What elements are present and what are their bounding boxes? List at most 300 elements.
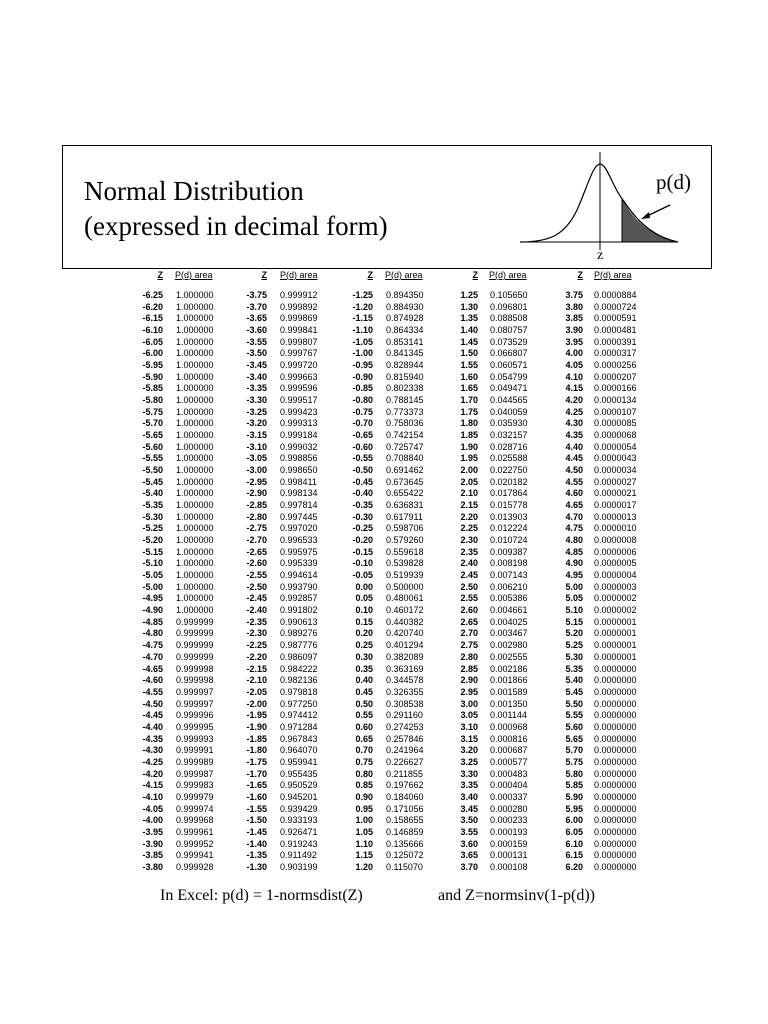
z-value: 6.20 [565,861,583,872]
z-value: 1.05 [355,826,373,837]
p-value: 0.000483 [490,768,528,779]
p-value: 0.999998 [176,675,214,686]
z-value: 1.25 [460,290,478,300]
z-value: -5.00 [142,581,163,592]
z-value: -4.15 [142,780,163,791]
p-value: 0.999767 [280,348,318,359]
z-value: 5.30 [565,651,583,662]
p-value: 0.691462 [386,465,424,476]
z-value: 3.70 [460,861,478,872]
z-value: -3.30 [246,395,267,406]
p-value: 0.001144 [490,710,527,721]
p-value: 0.742154 [386,430,424,441]
z-header: Z [157,270,163,280]
z-value: -4.80 [142,628,163,639]
z-value: 0.65 [355,733,373,744]
z-value: -4.55 [142,686,163,697]
p-value: 0.088508 [490,313,528,324]
p-value: 0.853141 [386,336,424,347]
p-value: 0.911492 [280,850,317,861]
p-value: 0.994614 [280,570,318,581]
p-header: P(d) area [175,270,213,280]
z-value: -1.65 [246,780,267,791]
z-value: 3.15 [460,733,478,744]
z-value: 2.05 [460,476,478,487]
p-value: 0.096801 [490,301,528,312]
excel-formula: In Excel: p(d) = 1-normsdist(Z) [160,887,363,904]
z-value: -3.25 [246,406,267,417]
z-value: 3.55 [460,826,478,837]
p-value: 0.420740 [386,628,424,639]
z-value: 0.60 [355,721,373,732]
z-value: -2.80 [246,511,267,522]
z-value: -5.75 [142,406,163,417]
z-value: 4.75 [565,523,583,534]
z-value: -4.25 [142,756,163,767]
p-value: 0.0000000 [594,733,637,744]
z-value: -6.20 [142,301,163,312]
z-value: 5.80 [565,768,583,779]
z-value: 3.30 [460,768,478,779]
p-value: 0.000816 [490,733,528,744]
z-value: -5.65 [142,430,163,441]
normal-curve-diagram [515,150,685,250]
p-value: 0.0000000 [594,698,637,709]
z-value: -4.70 [142,651,163,662]
p-value: 0.725747 [386,441,424,452]
p-value: 0.001589 [490,686,528,697]
p-value: 0.903199 [280,861,318,872]
z-value: 5.00 [565,581,583,592]
p-value: 1.000000 [176,336,214,347]
z-value: 3.60 [460,838,478,849]
z-value: -3.90 [142,838,163,849]
p-value: 0.0000000 [594,780,637,791]
z-value: -2.75 [246,523,267,534]
p-value: 0.005386 [490,593,528,604]
p-value: 0.171056 [386,803,424,814]
z-value: 2.75 [460,640,478,651]
p-value: 0.802338 [386,383,424,394]
p-value: 0.382089 [386,651,424,662]
z-value: 1.20 [355,861,373,872]
z-value: -5.25 [142,523,163,534]
p-value: 0.0000000 [594,826,637,837]
z-value: 0.25 [355,640,373,651]
z-value: 4.55 [565,476,583,487]
p-value: 0.049471 [490,383,528,394]
z-value: -2.20 [246,651,267,662]
p-value: 0.0000256 [594,360,637,371]
p-value: 0.977250 [280,698,318,709]
p-value: 1.000000 [176,500,214,511]
p-value: 0.022750 [490,465,528,476]
p-value: 0.0000000 [594,803,637,814]
p-value: 0.0000000 [594,710,637,721]
p-value: 0.0000001 [594,616,637,627]
p-value: 1.000000 [176,325,214,336]
title-line-2: (expressed in decimal form) [84,211,388,241]
p-value: 0.002980 [490,640,528,651]
z-value: 1.95 [460,453,478,464]
p-value: 1.000000 [176,348,214,359]
p-value: 0.060571 [490,360,528,371]
z-value: -5.85 [142,383,163,394]
p-value: 0.003467 [490,628,528,639]
p-value: 0.999997 [176,698,214,709]
z-value: 2.15 [460,500,478,511]
p-value: 0.115070 [386,861,423,872]
p-value: 0.0000481 [594,325,637,336]
p-value: 0.945201 [280,791,318,802]
p-value: 0.0000724 [594,301,637,312]
p-value: 0.040059 [490,406,528,417]
z-value: 4.30 [565,418,583,429]
z-value: -3.00 [246,465,267,476]
z-value: 2.95 [460,686,478,697]
p-header: P(d) area [594,270,632,280]
z-value: -0.70 [352,418,373,429]
p-value: 0.974412 [280,710,318,721]
z-value: 5.65 [565,733,583,744]
p-value: 0.308538 [386,698,424,709]
p-value: 1.000000 [176,476,214,487]
p-value: 0.0000000 [594,791,637,802]
p-value: 0.000687 [490,745,528,756]
p-value: 0.999987 [176,768,214,779]
z-value: -1.20 [352,301,373,312]
z-value: 1.85 [460,430,478,441]
z-value: -0.50 [352,465,373,476]
p-value: 0.990613 [280,616,318,627]
z-value: -2.30 [246,628,267,639]
z-value: -4.10 [142,791,163,802]
p-value: 0.035930 [490,418,528,429]
p-value: 0.0000166 [594,383,637,394]
z-header: Z [261,270,267,280]
z-value: 2.55 [460,593,478,604]
z-value: -5.95 [142,360,163,371]
z-value: 1.10 [355,838,373,849]
z-value: -5.05 [142,570,163,581]
z-header: Z [472,270,478,280]
p-value: 0.997445 [280,511,318,522]
p-value: 0.0000008 [594,535,637,546]
z-value: -1.75 [246,756,267,767]
z-value: -5.55 [142,453,163,464]
z-value: -5.50 [142,465,163,476]
p-value: 0.007143 [490,570,528,581]
p-value: 0.135666 [386,838,424,849]
z-value: -1.15 [352,313,373,324]
p-value: 0.950529 [280,780,318,791]
z-value: 3.10 [460,721,478,732]
z-value: 6.15 [565,850,583,861]
z-value: -2.60 [246,558,267,569]
p-value: 0.080757 [490,325,528,336]
z-value: 0.35 [355,663,373,674]
z-value: 2.90 [460,675,478,686]
p-value: 0.0000317 [594,348,637,359]
p-value: 0.010724 [490,535,528,546]
title-line-1: Normal Distribution [84,176,304,206]
z-value: 2.35 [460,546,478,557]
bell-curve [520,164,678,242]
z-value: -2.45 [246,593,267,604]
z-value: 0.75 [355,756,373,767]
z-value: 5.40 [565,675,583,686]
p-value: 0.000108 [490,861,528,872]
z-value: -0.65 [352,430,373,441]
z-value: -1.60 [246,791,267,802]
p-value: 0.008198 [490,558,528,569]
z-value: 2.60 [460,605,478,616]
p-value: 0.344578 [386,675,424,686]
p-value: 0.004661 [490,605,528,616]
p-value: 0.598706 [386,523,424,534]
z-value: 5.25 [565,640,583,651]
p-value: 0.999423 [280,406,318,417]
pd-label: p(d) [656,170,691,194]
z-value: -3.15 [246,430,267,441]
z-value: -3.55 [246,336,267,347]
z-value: -4.05 [142,803,163,814]
p-value: 1.000000 [176,371,214,382]
p-value: 0.480061 [386,593,424,604]
p-value: 0.673645 [386,476,424,487]
z-value: 2.30 [460,535,478,546]
z-value: 0.80 [355,768,373,779]
p-value: 1.000000 [176,301,214,312]
z-value: -3.95 [142,826,163,837]
p-value: 0.971284 [280,721,318,732]
p-value: 0.0000005 [594,558,637,569]
p-value: 0.999941 [176,850,214,861]
p-value: 0.964070 [280,745,318,756]
p-value: 0.000193 [490,826,528,837]
z-value: 0.50 [355,698,373,709]
z-header: Z [577,270,583,280]
p-value: 0.000968 [490,721,528,732]
z-value: -3.05 [246,453,267,464]
z-value: 4.65 [565,500,583,511]
z-value: 4.70 [565,511,583,522]
z-value: 0.85 [355,780,373,791]
p-value: 0.0000002 [594,593,637,604]
p-value: 0.291160 [386,710,423,721]
z-value: -2.05 [246,686,267,697]
p-value: 0.999184 [280,430,318,441]
p-value: 0.979818 [280,686,318,697]
p-value: 0.0000085 [594,418,637,429]
p-value: 0.991802 [280,605,318,616]
z-value: 1.00 [355,815,373,826]
z-value: -6.15 [142,313,163,324]
z-value: -5.10 [142,558,163,569]
z-value: -4.65 [142,663,163,674]
p-value: 0.758036 [386,418,424,429]
z-value: -2.35 [246,616,267,627]
p-value: 0.0000017 [594,500,637,511]
z-value: -5.15 [142,546,163,557]
p-value: 0.999989 [176,756,214,767]
z-value: -0.35 [352,500,373,511]
z-value: 1.90 [460,441,478,452]
z-value: 5.95 [565,803,583,814]
z-value: -0.40 [352,488,373,499]
p-value: 0.998650 [280,465,318,476]
p-value: 1.000000 [176,570,214,581]
z-value: 0.95 [355,803,373,814]
p-value: 0.996533 [280,535,318,546]
z-value: -0.15 [352,546,373,557]
p-value: 0.0000004 [594,570,637,581]
p-value: 0.989276 [280,628,318,639]
p-value: 0.999983 [176,780,214,791]
p-value: 0.997814 [280,500,318,511]
p-value: 0.054799 [490,371,528,382]
z-value: 2.25 [460,523,478,534]
p-value: 0.326355 [386,686,424,697]
p-value: 0.999952 [176,838,214,849]
p-value: 0.987776 [280,640,318,651]
p-value: 0.0000001 [594,640,637,651]
z-value: 3.20 [460,745,478,756]
z-value: 2.20 [460,511,478,522]
z-value: -4.45 [142,710,163,721]
z-value: -1.25 [352,290,373,300]
p-value: 0.999993 [176,733,214,744]
p-value: 1.000000 [176,511,214,522]
z-value: -1.45 [246,826,267,837]
p-value: 0.999517 [280,395,318,406]
z-value: -0.10 [352,558,373,569]
p-value: 0.001866 [490,675,528,686]
z-value: 4.95 [565,570,583,581]
p-value: 0.0000006 [594,546,637,557]
p-value: 0.708840 [386,453,424,464]
p-value: 0.617911 [386,511,423,522]
p-value: 1.000000 [176,581,214,592]
p-value: 0.999663 [280,371,318,382]
p-value: 0.000577 [490,756,528,767]
z-value: 4.45 [565,453,583,464]
p-header: P(d) area [489,270,527,280]
z-value: -2.15 [246,663,267,674]
p-value: 0.146859 [386,826,424,837]
p-value: 0.020182 [490,476,528,487]
p-value: 0.0000391 [594,336,637,347]
p-value: 0.999841 [280,325,318,336]
z-value: 5.20 [565,628,583,639]
z-value: -4.00 [142,815,163,826]
z-value: -0.95 [352,360,373,371]
p-value: 0.998411 [280,476,317,487]
z-value: 1.80 [460,418,478,429]
p-value: 0.999928 [176,861,214,872]
p-value: 0.579260 [386,535,424,546]
z-value: -0.80 [352,395,373,406]
p-value: 1.000000 [176,593,214,604]
z-value: -4.95 [142,593,163,604]
z-value: 3.90 [565,325,583,336]
z-value: 4.40 [565,441,583,452]
p-value: 0.997020 [280,523,318,534]
p-value: 0.0000002 [594,605,637,616]
z-value: 0.70 [355,745,373,756]
p-value: 0.999974 [176,803,214,814]
z-value: -3.40 [246,371,267,382]
p-value: 0.999996 [176,710,214,721]
p-value: 0.073529 [490,336,528,347]
p-value: 0.894350 [386,290,424,300]
z-value: 5.85 [565,780,583,791]
z-value: -5.80 [142,395,163,406]
z-value: -5.70 [142,418,163,429]
z-value: 5.10 [565,605,583,616]
z-value: -4.90 [142,605,163,616]
z-value: -5.20 [142,535,163,546]
p-value: 0.004025 [490,616,528,627]
z-value: -4.60 [142,675,163,686]
p-value: 0.967843 [280,733,318,744]
z-value: 1.60 [460,371,478,382]
z-value: -0.55 [352,453,373,464]
p-value: 0.999998 [176,663,214,674]
p-value: 0.001350 [490,698,528,709]
p-value: 1.000000 [176,313,214,324]
p-value: 0.000159 [490,838,528,849]
z-value: -2.25 [246,640,267,651]
p-value: 1.000000 [176,465,214,476]
p-value: 1.000000 [176,430,214,441]
z-value: -1.05 [352,336,373,347]
p-value: 0.955435 [280,768,318,779]
z-value: 4.90 [565,558,583,569]
p-value: 0.013903 [490,511,528,522]
p-value: 0.0000107 [594,406,637,417]
p-value: 0.105650 [490,290,528,300]
p-value: 0.841345 [386,348,424,359]
p-value: 0.017864 [490,488,528,499]
z-value: 5.55 [565,710,583,721]
z-value: 3.40 [460,791,478,802]
p-value: 0.999720 [280,360,318,371]
p-value: 0.0000134 [594,395,637,406]
z-value: -3.85 [142,850,163,861]
z-value: -0.60 [352,441,373,452]
z-value: -3.50 [246,348,267,359]
p-value: 0.539828 [386,558,424,569]
z-value: 3.75 [565,290,583,300]
z-value: 6.10 [565,838,583,849]
p-value: 0.440382 [386,616,424,627]
p-value: 1.000000 [176,383,214,394]
p-value: 1.000000 [176,395,214,406]
p-value: 0.992857 [280,593,318,604]
p-value: 0.999999 [176,628,214,639]
p-value: 0.959941 [280,756,318,767]
z-value: 5.50 [565,698,583,709]
p-value: 0.919243 [280,838,318,849]
p-value: 0.211855 [386,768,423,779]
z-value: 3.80 [565,301,583,312]
z-value: -4.20 [142,768,163,779]
p-value: 0.559618 [386,546,424,557]
z-value: 5.70 [565,745,583,756]
p-value: 0.500000 [386,581,424,592]
p-value: 1.000000 [176,535,214,546]
